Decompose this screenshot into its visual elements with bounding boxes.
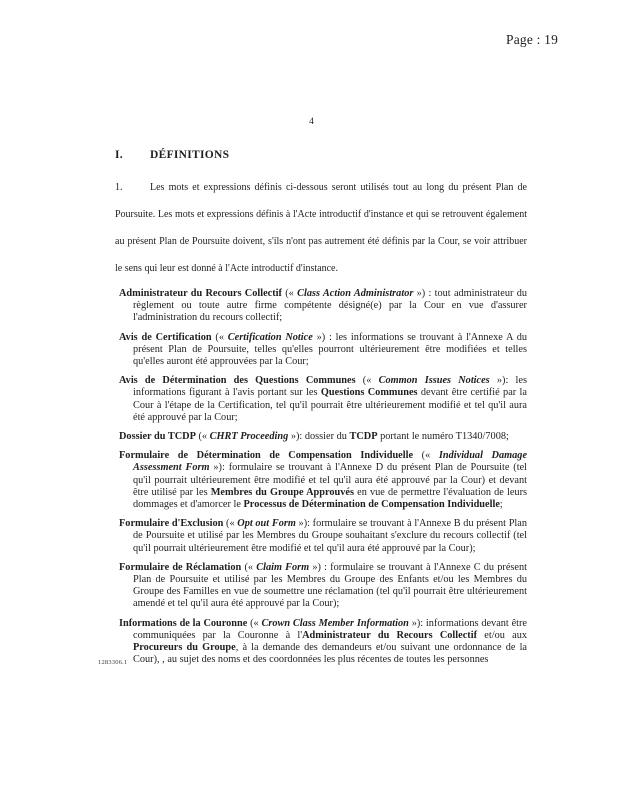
paragraph-number: 1. bbox=[115, 182, 123, 193]
definitions-list bbox=[119, 288, 527, 666]
definition-item: Formulaire de Réclamation (« Claim Form ») : formulaire se trouvant à l'Annexe C du présent Plan de Poursuite et utilisé par les Membres du Groupe des Enfants et/ou les Membres du Groupe des Familles en vue de soumettre une réclamation (tel qu'il pourrait être ultérieurement amendé et tel qu'il aura été approuvé par la Cour); bbox=[119, 561, 528, 610]
heading-numeral: I. bbox=[115, 149, 123, 161]
definition-item: Formulaire de Détermination de Compensation Individuelle (« Individual Damage Assessment Form »): formulaire se trouvant à l'Annexe D du présent Plan de Poursuite (tel qu'il pourrait ultérieurement être modifié et tel qu'il aura été approuvé par la Cour) et devant être utilisé par les Membres du Groupe Approuvés en vue de permettre l'évaluation de leurs dommages et d'amorcer le Processus de Détermination de Compensation Individuelle; bbox=[119, 450, 528, 511]
intro-paragraph bbox=[115, 174, 527, 282]
content-column bbox=[115, 149, 527, 673]
header-page-number: Page : 19 bbox=[506, 32, 559, 47]
definition-item: Dossier du TCDP (« CHRT Proceeding »): dossier du TCDP portant le numéro T1340/7008; bbox=[119, 431, 509, 443]
section-heading bbox=[115, 149, 527, 161]
definition-item: Avis de Certification (« Certification Notice ») : les informations se trouvant à l'Annexe A du présent Plan de Poursuite, telles qu'elles pourront ultérieurement être modifiées et telles qu'elles auront été approuvées par la Cour; bbox=[119, 331, 527, 368]
definition-item: Formulaire d'Exclusion (« Opt out Form »): formulaire se trouvant à l'Annexe B du présent Plan de Poursuite et utilisé par les Membres du Groupe souhaitant s'exclure du recours collectif (tel qu'il pourrait ultérieurement être modifié et tel qu'il aura été approuvé par la Cour); bbox=[119, 518, 527, 554]
paragraph-text: Les mots et expressions définis ci-dessous seront utilisés tout au long du présent Plan de Poursuite. Les mots et expressions définis à l'Acte introductif d'instance et qui se retrouvent également au présent Plan de Poursuite doivent, s'ils n'ont pas autrement été définis par la Cour, se voir attribuer le sens qui leur est donné à l'Acte introductif d'instance. bbox=[115, 182, 527, 274]
footer-doc-number: 1283306.1 bbox=[98, 659, 128, 666]
definition-item: Avis de Détermination des Questions Communes (« Common Issues Notices »): les informations figurant à l'avis portant sur les Questions Communes devant être certifié par la Cour à l'étape de la Certification, tel qu'il pourrait être ultérieurement modifié et tel qu'il aura été approuvé par la Cour; bbox=[119, 375, 527, 423]
heading-title: DÉFINITIONS bbox=[150, 149, 230, 161]
definition-item: Informations de la Couronne (« Crown Class Member Information »): informations devant être communiquées par la Couronne à l'Administrateur du Recours Collectif et/ou aux Procureurs du Groupe, à la demande des demandeurs et/ou suivant une ordonnance de la Cour), , au sujet des noms et des coordonnées les plus récentes de toutes les personnes bbox=[119, 617, 528, 666]
center-page-number: 4 bbox=[309, 117, 314, 127]
definition-item: Administrateur du Recours Collectif (« Class Action Administrator ») : tout administrateur du règlement ou toute autre firme compétente désigné(e) par la Cour en vue d'assurer l'administration du recours collectif; bbox=[119, 288, 527, 324]
